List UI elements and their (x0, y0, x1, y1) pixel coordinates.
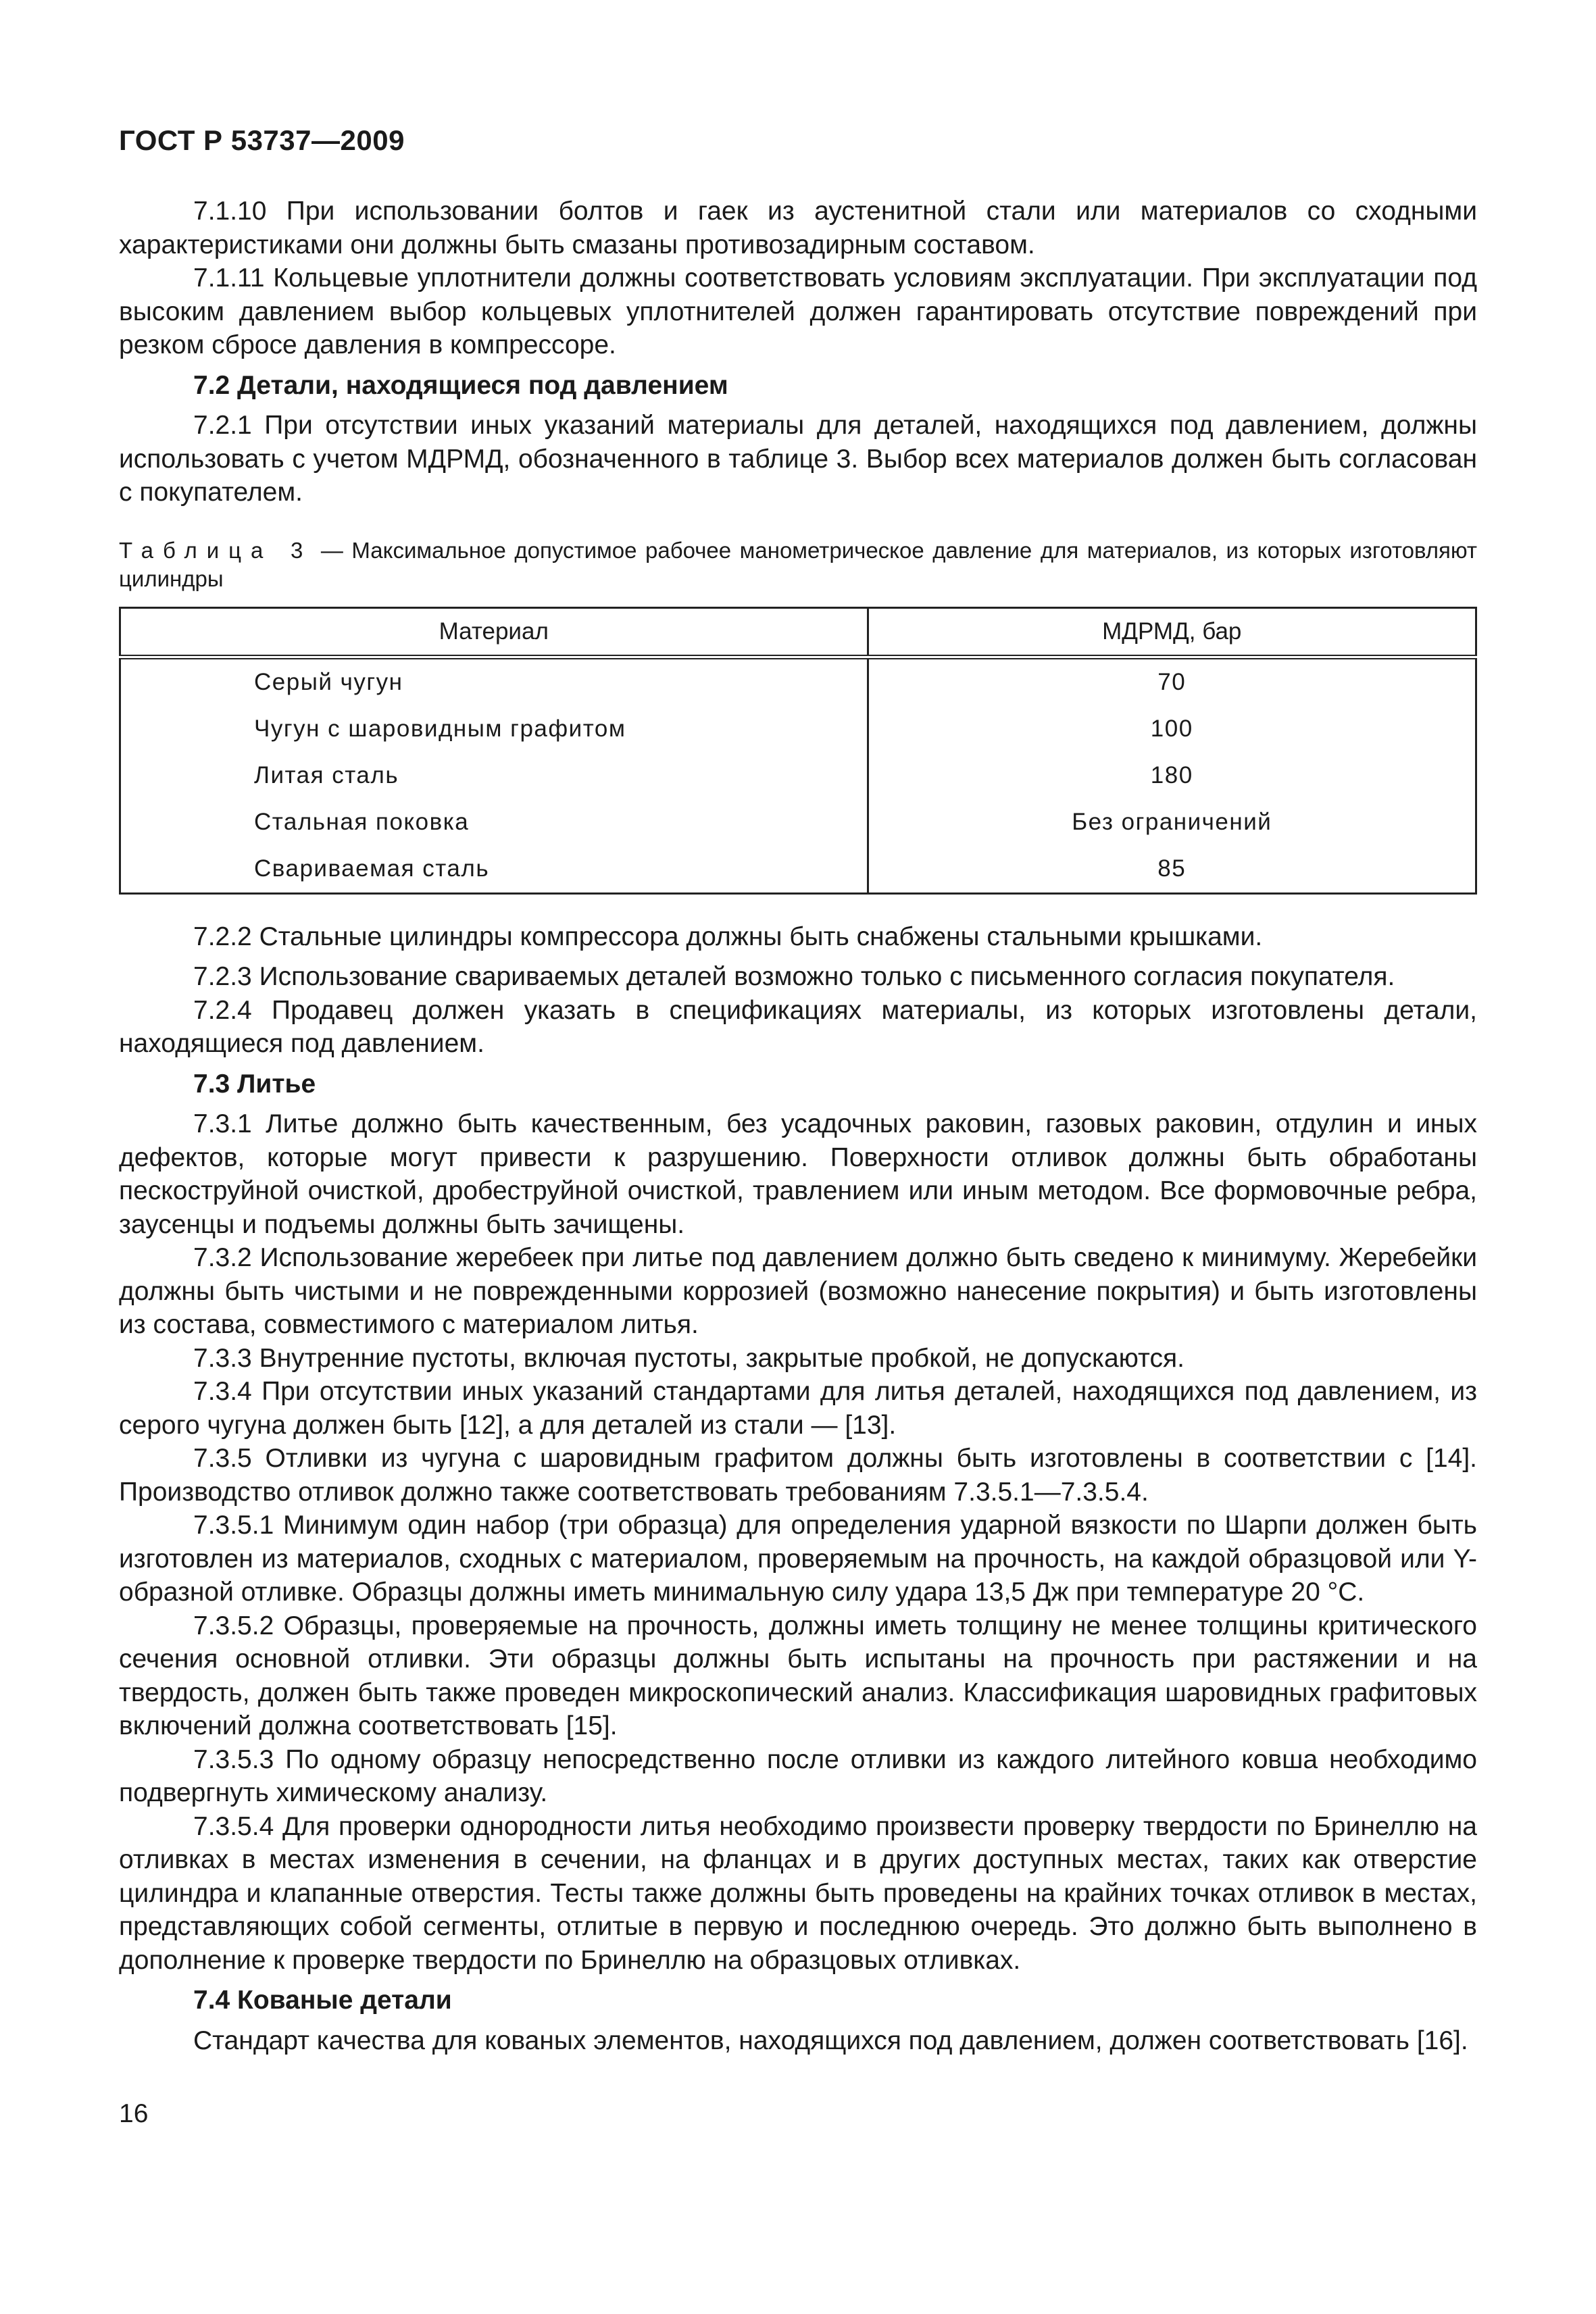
paragraph-7-4: Стандарт качества для кованых элементов, находящихся под давлением, должен соответствовать [16]. (193, 2026, 1468, 2055)
table-caption-text: — Максимальное допустимое рабочее манометрическое давление для материалов, из которых изготовляют цилиндры (119, 537, 1477, 591)
table-header-row (120, 607, 1476, 657)
table-cell-material: Стальная поковка (120, 799, 868, 846)
table-caption (119, 536, 1477, 593)
table-cell-value: 70 (1157, 669, 1187, 695)
paragraph-7-3-3: 7.3.3 Внутренние пустоты, включая пустоты, закрытые пробкой, не допускаются. (193, 1343, 1184, 1373)
paragraph-7-3-5: 7.3.5 Отливки из чугуна с шаровидным графитом должны быть изготовлены в соответствии с [14]. Производство отливок должно также соответствовать требованиям 7.3.5.1—7.3.5.4. (119, 1444, 1477, 1507)
paragraph-7-2-2: 7.2.2 Стальные цилиндры компрессора должны быть снабжены стальными крышками. (193, 922, 1263, 951)
table-cell-material: Чугун с шаровидным графитом (120, 706, 868, 753)
materials-pressure-table (119, 607, 1477, 895)
paragraph-7-3-1: 7.3.1 Литье должно быть качественным, без усадочных раковин, газовых раковин, отдулин и иных дефектов, которые могут привести к разрушению. Поверхности отливок должны быть обработаны пескоструйной очисткой, дробеструйной очисткой, травлением или иным методом. Все формовочные ребра, заусенцы и подъемы должны быть зачищены. (119, 1109, 1477, 1239)
table-row (120, 846, 1476, 894)
table-cell-material: Литая сталь (120, 753, 868, 799)
paragraph-7-2-4: 7.2.4 Продавец должен указать в спецификациях материалы, из которых изготовлены детали, находящиеся под давлением. (119, 995, 1477, 1058)
document-id-header: ГОСТ Р 53737—2009 (119, 124, 405, 156)
document-page (119, 122, 1477, 2057)
table-cell-value: 100 (1150, 715, 1193, 742)
page-number: 16 (119, 2099, 149, 2128)
paragraph-7-3-5-2: 7.3.5.2 Образцы, проверяемые на прочность, должны иметь толщину не менее толщины критического сечения основной отливки. Эти образцы должны быть испытаны на прочность при растяжении и на твердость, должен быть также проведен микроскопический анализ. Классификация шаровидных графитовых включений должна соответствовать [15]. (119, 1611, 1477, 1740)
column-header-mdrmd: МДРМД, бар (868, 607, 1476, 657)
table-cell-material: Серый чугун (120, 657, 868, 706)
section-heading-7-3: 7.3 Литье (193, 1069, 316, 1099)
column-header-material: Материал (120, 607, 868, 657)
paragraph-7-2-1: 7.2.1 При отсутствии иных указаний материалы для деталей, находящихся под давлением, должны использовать с учетом МДРМД, обозначенного в таблице 3. Выбор всех материалов должен быть согласован с покупателем. (119, 411, 1477, 507)
table-caption-label: Таблица 3 (119, 537, 313, 563)
paragraph-7-3-5-1: 7.3.5.1 Минимум один набор (три образца) для определения ударной вязкости по Шарпи должен быть изготовлен из материалов, сходных с материалом, проверяемым на прочность, на каждой образцовой или Y-образной отливке. Образцы должны иметь минимальную силу удара 13,5 Дж при температуре 20 °С. (119, 1511, 1477, 1607)
table-cell-value: Без ограничений (1072, 809, 1272, 835)
paragraph-7-1-10: 7.1.10 При использовании болтов и гаек из аустенитной стали или материалов со сходными характеристиками они должны быть смазаны противозадирным составом. (119, 197, 1477, 259)
table-row (120, 706, 1476, 753)
paragraph-7-3-5-4: 7.3.5.4 Для проверки однородности литья необходимо произвести проверку твердости по Бринеллю на отливках в местах изменения в сечении, на фланцах и в других доступных местах, таких как отверстие цилиндра и клапанные отверстия. Тесты также должны быть проведены на крайних точках отливок в местах, представляющих собой сегменты, отлитые в первую и последнюю очередь. Это должно быть выполнено в дополнение к проверке твердости по Бринеллю на образцовых отливках. (119, 1811, 1477, 1975)
paragraph-7-3-5-3: 7.3.5.3 По одному образцу непосредственно после отливки из каждого литейного ковша необходимо подвергнуть химическому анализу. (119, 1744, 1477, 1807)
table-cell-value: 180 (1150, 762, 1193, 788)
section-heading-7-4: 7.4 Кованые детали (193, 1986, 452, 2015)
paragraph-7-1-11: 7.1.11 Кольцевые уплотнители должны соответствовать условиям эксплуатации. При эксплуатации под высоким давлением выбор кольцевых уплотнителей должен гарантировать отсутствие повреждений при резком сбросе давления в компрессоре. (119, 263, 1477, 359)
paragraph-7-3-2: 7.3.2 Использование жеребеек при литье под давлением должно быть сведено к минимуму. Жеребейки должны быть чистыми и не поврежденными коррозией (возможно нанесение покрытия) и быть изготовлены из состава, совместимого с материалом литья. (119, 1243, 1477, 1339)
table-cell-material: Свариваемая сталь (120, 846, 868, 894)
paragraph-7-2-3: 7.2.3 Использование свариваемых деталей возможно только с письменного согласия покупателя. (193, 962, 1395, 991)
table-row (120, 657, 1476, 706)
table-cell-value: 85 (1157, 855, 1187, 882)
paragraph-7-3-4: 7.3.4 При отсутствии иных указаний стандартами для литья деталей, находящихся под давлением, из серого чугуна должен быть [12], а для деталей из стали — [13]. (119, 1377, 1477, 1440)
table-row (120, 799, 1476, 846)
table-row (120, 753, 1476, 799)
section-heading-7-2: 7.2 Детали, находящиеся под давлением (193, 370, 728, 400)
